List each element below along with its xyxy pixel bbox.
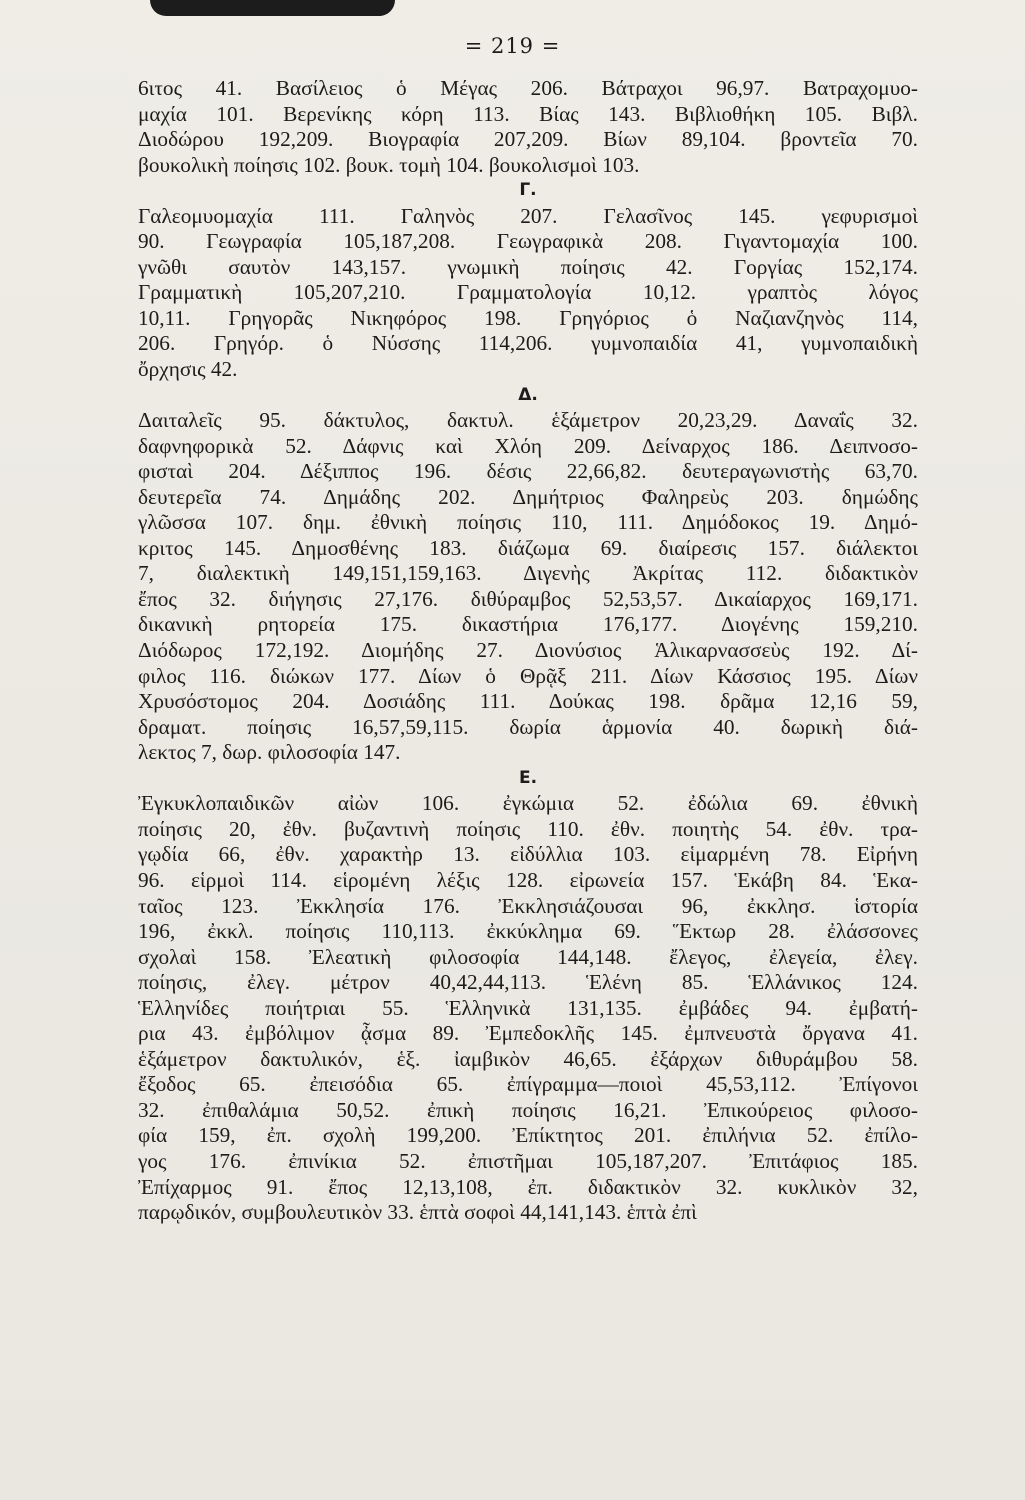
index-line: γνῶθι σαυτὸν 143,157. γνωμικὴ ποίησις 42. Γοργίας 152,174. (138, 254, 918, 279)
binding-tab (150, 0, 395, 16)
index-line: Γραμματικὴ 105,207,210. Γραμματολογία 10,12. γραπτὸς λόγος (138, 280, 918, 305)
index-line: Διοδώρου 192,209. Βιογραφία 207,209. Βίων 89,104. βροντεῖα 70. (138, 127, 918, 152)
index-line: 96. εἱρμοὶ 114. εἱρομένη λέξις 128. εἰρωνεία 157. Ἑκάβη 84. Ἑκα- (138, 867, 918, 892)
index-line: ποίησις 20, ἐθν. βυζαντινὴ ποίησις 110. ἐθν. ποιητὴς 54. ἐθν. τρα- (138, 816, 918, 841)
index-line: Χρυσόστομος 204. Δοσιάδης 111. Δούκας 198. δρᾶμα 12,16 59, (138, 689, 918, 714)
section-heading: Ε. (518, 767, 538, 788)
index-text (138, 76, 918, 1226)
index-line: Δαιταλεῖς 95. δάκτυλος, δακτυλ. ἑξάμετρον 20,23,29. Δαναΐς 32. (138, 408, 918, 433)
index-line: 7, διαλεκτικὴ 149,151,159,163. Διγενὴς Ἀκρίτας 112. διδακτικὸν (138, 561, 918, 586)
index-line: Γαλεομυομαχία 111. Γαληνὸς 207. Γελασῖνος 145. γεφυρισμοὶ (138, 203, 918, 228)
index-line: δευτερεῖα 74. Δημάδης 202. Δημήτριος Φαληρεὺς 203. δημώδης (138, 484, 918, 509)
index-line: Ἑλληνίδες ποιήτριαι 55. Ἑλληνικὰ 131,135. ἐμβάδες 94. ἐμβατή- (138, 995, 918, 1020)
index-line: φιλος 116. διώκων 177. Δίων ὁ Θρᾷξ 211. Δίων Κάσσιος 195. Δίων (138, 663, 918, 688)
index-line: γῳδία 66, ἐθν. χαρακτὴρ 13. εἰδύλλια 103. εἱμαρμένη 78. Εἰρήνη (138, 842, 918, 867)
index-line: ὄρχησις 42. (138, 357, 238, 382)
index-line: Διόδωρος 172,192. Διομήδης 27. Διονύσιος Ἁλικαρνασσεὺς 192. Δί- (138, 638, 918, 663)
index-line: σχολαὶ 158. Ἐλεατικὴ φιλοσοφία 144,148. ἔλεγος, ἐλεγεία, ἐλεγ. (138, 944, 918, 969)
page-number: = 219 = (464, 34, 561, 58)
index-line: φία 159, ἐπ. σχολὴ 199,200. Ἐπίκτητος 201. ἐπιλήνια 52. ἐπίλο- (138, 1123, 918, 1148)
index-line: Ἐπίχαρμος 91. ἔπος 12,13,108, ἐπ. διδακτικὸν 32. κυκλικὸν 32, (138, 1174, 918, 1199)
index-line: 206. Γρηγόρ. ὁ Νύσσης 114,206. γυμνοπαιδία 41, γυμνοπαιδικὴ (138, 331, 918, 356)
index-line: ἔξοδος 65. ἐπεισόδια 65. ἐπίγραμμα—ποιοὶ 45,53,112. Ἐπίγονοι (138, 1072, 918, 1097)
index-line: 6ιτος 41. Βασίλειος ὁ Μέγας 206. Βάτραχοι 96,97. Βατραχομυο- (138, 76, 918, 100)
index-line: 32. ἐπιθαλάμια 50,52. ἐπικὴ ποίησις 16,21. Ἐπικούρειος φιλοσο- (138, 1097, 918, 1122)
index-line: ποίησις, ἐλεγ. μέτρον 40,42,44,113. Ἑλένη 85. Ἑλλάνικος 124. (138, 970, 918, 995)
index-line: ρια 43. ἐμβόλιμον ᾆσμα 89. Ἐμπεδοκλῆς 145. ἐμπνευστὰ ὄργανα 41. (138, 1021, 918, 1046)
index-line: δραματ. ποίησις 16,57,59,115. δωρία ἁρμονία 40. δωρικὴ διά- (138, 714, 918, 739)
index-line: ἑξάμετρον δακτυλικόν, ἑξ. ἰαμβικὸν 46,65. ἐξάρχων διθυράμβου 58. (138, 1046, 918, 1071)
index-line: λεκτος 7, δωρ. φιλοσοφία 147. (138, 740, 401, 765)
index-line: δικανικὴ ρητορεία 175. δικαστήρια 176,177. Διογένης 159,210. (138, 612, 918, 637)
index-line: δαφνηφορικὰ 52. Δάφνις καὶ Χλόη 209. Δείναρχος 186. Δειπνοσο- (138, 433, 918, 458)
index-line: Ἐγκυκλοπαιδικῶν αἰὼν 106. ἐγκώμια 52. ἐδώλια 69. ἐθνικὴ (138, 791, 918, 816)
index-line: 90. Γεωγραφία 105,187,208. Γεωγραφικὰ 208. Γιγαντομαχία 100. (138, 229, 918, 254)
index-line: παρῳδικόν, συμβουλευτικὸν 33. ἑπτὰ σοφοὶ 44,141,143. ἑπτὰ ἐπὶ (138, 1200, 697, 1225)
section-heading: Γ. (519, 180, 537, 201)
index-line: βουκολικὴ ποίησις 102. βουκ. τομὴ 104. βουκολισμοὶ 103. (138, 152, 640, 177)
index-line: κριτος 145. Δημοσθένης 183. διάζωμα 69. διαίρεσις 157. διάλεκτοι (138, 535, 918, 560)
index-line: φισταὶ 204. Δέξιππος 196. δέσις 22,66,82. δευτεραγωνιστὴς 63,70. (138, 459, 918, 484)
index-line: γλῶσσα 107. δημ. ἐθνικὴ ποίησις 110, 111. Δημόδοκος 19. Δημό- (138, 510, 918, 535)
index-line: μαχία 101. Βερενίκης κόρη 113. Βίας 143. Βιβλιοθήκη 105. Βιβλ. (138, 101, 918, 126)
index-line: 196, ἐκκλ. ποίησις 110,113. ἐκκύκλημα 69. Ἕκτωρ 28. ἐλάσσονες (138, 919, 918, 944)
index-line: ἔπος 32. διήγησις 27,176. διθύραμβος 52,53,57. Δικαίαρχος 169,171. (138, 586, 918, 611)
section-heading: Δ. (518, 384, 538, 405)
index-line: 10,11. Γρηγορᾶς Νικηφόρος 198. Γρηγόριος ὁ Ναζιανζηνὸς 114, (138, 305, 918, 330)
index-line: γος 176. ἐπινίκια 52. ἐπιστῆμαι 105,187,207. Ἐπιτάφιος 185. (138, 1148, 918, 1173)
index-line: ταῖος 123. Ἐκκλησία 176. Ἐκκλησιάζουσαι 96, ἐκκλησ. ἱστορία (138, 893, 918, 918)
